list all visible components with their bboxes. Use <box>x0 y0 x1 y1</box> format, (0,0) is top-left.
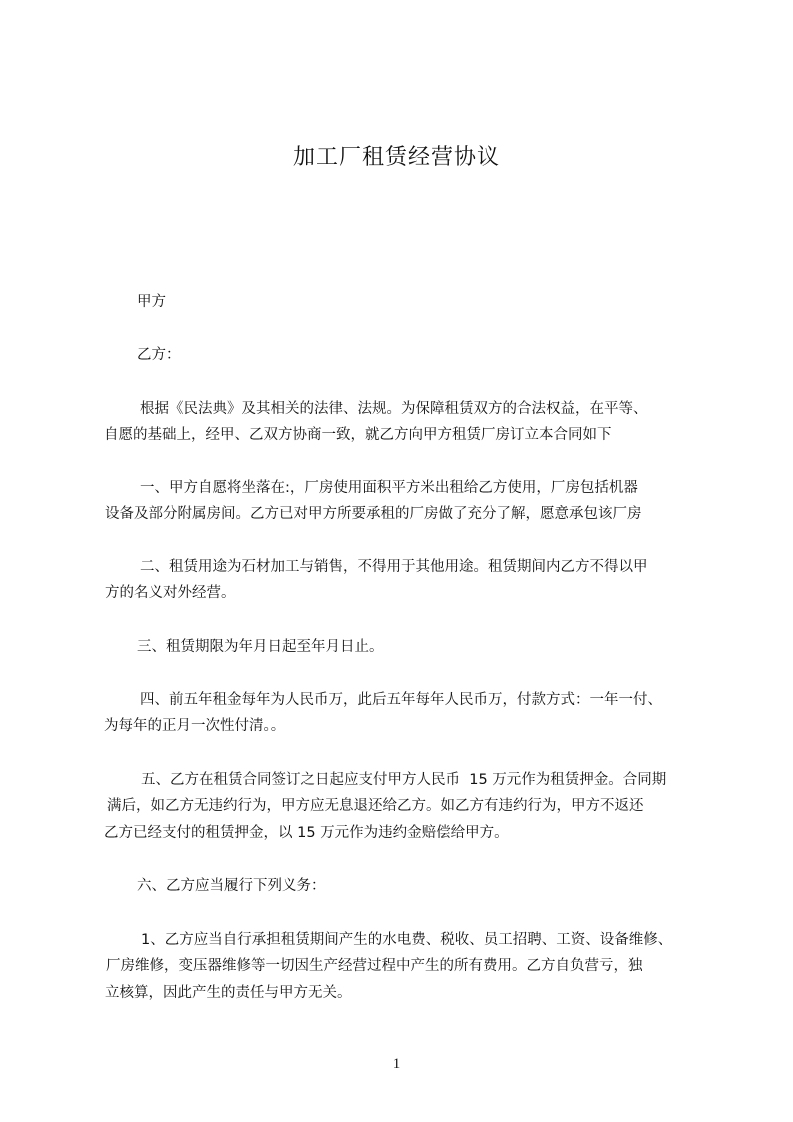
paragraph-line: 厂房维修，变压器维修等一切因生产经营过程中产生的所有费用。乙方自负营亏，独 <box>106 958 643 974</box>
paragraph-line: 四、前五年租金每年为人民币万，此后五年每年人民币万，付款方式：一年一付、 <box>140 692 662 708</box>
party-b-label: 乙方： <box>137 347 181 363</box>
paragraph-line: 乙方已经支付的租赁押金，以 15 万元作为违约金赔偿给甲方。 <box>104 825 509 841</box>
paragraph-line: 1、乙方应当自行承担租赁期间产生的水电费、税收、员工招聘、工资、设备维修、 <box>141 932 673 948</box>
paragraph-line: 五、乙方在租赁合同签订之日起应支付甲方人民币 15 万元作为租赁押金。合同期 <box>141 772 667 788</box>
paragraph-line: 立核算，因此产生的责任与甲方无关。 <box>105 985 352 1001</box>
page-number: 1 <box>392 1056 401 1072</box>
paragraph-line: 一、甲方自愿将坐落在:，厂房使用面积平方米出租给乙方使用，厂房包括机器 <box>140 480 638 496</box>
paragraph-line: 为每年的正月一次性付清。。 <box>104 718 286 734</box>
paragraph-line: 根据《民法典》及其相关的法律、法规。为保障租赁双方的合法权益，在平等、 <box>140 401 648 417</box>
document-title: 加工厂租赁经营协议 <box>292 145 500 170</box>
paragraph-line: 二、租赁用途为石材加工与销售，不得用于其他用途。租赁期间内乙方不得以甲 <box>140 559 648 575</box>
party-a-label: 甲方 <box>137 294 166 310</box>
paragraph-line: 自愿的基础上，经甲、乙双方协商一致，就乙方向甲方租赁厂房订立本合同如下 <box>104 427 612 443</box>
paragraph-line: 方的名义对外经营。 <box>105 585 236 601</box>
paragraph-line: 设备及部分附属房间。乙方已对甲方所要承租的厂房做了充分了解，愿意承包该厂房 <box>105 506 642 522</box>
paragraph-line: 三、租赁期限为年月日起至年月日止。 <box>137 639 384 655</box>
paragraph-line: 满后，如乙方无违约行为，甲方应无息退还给乙方。如乙方有违约行为，甲方不返还 <box>107 798 644 814</box>
clause-heading: 六、乙方应当履行下列义务： <box>137 878 326 894</box>
